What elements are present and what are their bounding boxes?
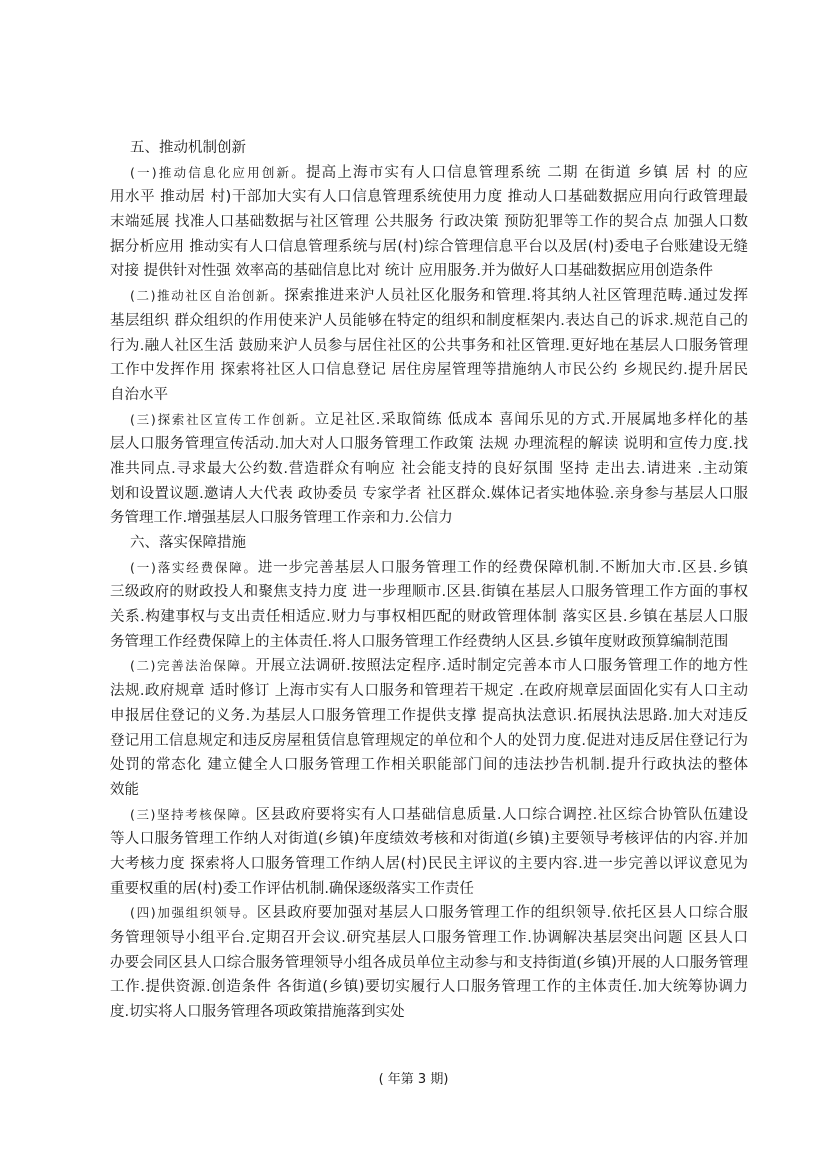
paragraph-lead: (三)探索社区宣传工作创新。	[130, 411, 315, 427]
paragraph-line	[110, 926, 748, 951]
paragraph-line	[110, 827, 748, 852]
paragraph-line	[110, 630, 748, 655]
line-text: 工作中发挥作用 探索将社区人口信息登记 居住房屋管理等措施纳人市民公约 乡规民约.提升居民	[110, 362, 748, 379]
paragraph-lead: (四)加强组织领导。	[130, 905, 257, 921]
paragraph	[110, 284, 748, 407]
section-heading: 六、落实保障措施	[130, 535, 246, 551]
line-text: 重要权重的居(村)委工作评估机制.确保逐级落实工作责任	[110, 880, 474, 897]
paragraph	[110, 654, 748, 802]
paragraph-line	[110, 161, 748, 186]
line-text: 务管理工作.增强基层人口服务管理工作亲和力.公信力	[110, 510, 453, 527]
paragraph-line	[110, 334, 748, 359]
line-text: 据分析应用 推动实有人口信息管理系统与居(村)综合管理信息平台以及居(村)委电子台账建设无缝	[110, 238, 748, 255]
line-text: 立足社区.采取简练 低成本 喜闻乐见的方式.开展属地多样化的基	[314, 411, 748, 428]
paragraph-lead: (三)坚持考核保障。	[130, 806, 256, 822]
line-text: 对接 提供针对性强 效率高的基础信息比对 统计 应用服务.并为做好人口基础数据应用创造条件	[110, 263, 714, 280]
paragraph	[110, 901, 748, 1024]
paragraph-line	[110, 432, 748, 457]
paragraph-line	[110, 778, 748, 803]
paragraph-line	[110, 877, 748, 902]
paragraph-line	[110, 704, 748, 729]
paragraph-line	[110, 803, 748, 828]
line-text: 探索推进来沪人员社区化服务和管理.将其纳人社区管理范畴.通过发挥	[284, 288, 748, 305]
paragraph-line	[110, 729, 748, 754]
line-text: 办要会同区县人口综合服务管理领导小组各成员单位主动参与和支持街道(乡镇)开展的人口服务管理	[110, 954, 748, 971]
line-text: 登记用工信息规定和违反房屋租赁信息管理规定的单位和个人的处罚力度.促进对违反居住登记行为	[110, 732, 748, 749]
paragraph-line	[110, 235, 748, 260]
line-text: 区县政府要将实有人口基础信息质量.人口综合调控.社区综合协管队伍建设	[255, 806, 748, 823]
paragraph-lead: (一)落实经费保障。	[130, 559, 258, 575]
line-text: 度.切实将人口服务管理各项政策措施落到实处	[110, 1004, 405, 1021]
line-text: 效能	[110, 781, 139, 798]
line-text: 关系.构建事权与支出责任相适应.财力与事权相匹配的财政管理体制 落实区县.乡镇在基层人口服	[110, 609, 748, 626]
section	[110, 136, 748, 531]
line-text: 务管理领导小组平台.定期召开会议.研究基层人口服务管理工作.协调解决基层突出问题 区县人口	[110, 930, 748, 946]
section	[110, 531, 748, 1025]
paragraph-line	[110, 210, 748, 235]
paragraph-line	[110, 654, 748, 679]
paragraph-line	[110, 457, 748, 482]
paragraph-line	[110, 284, 748, 309]
line-text: 开展立法调研.按照法定程序.适时制定完善本市人口服务管理工作的地方性	[255, 658, 748, 675]
line-text: 工作.提供资源.创造条件 各街道(乡镇)要切实履行人口服务管理工作的主体责任.加大统筹协调力	[110, 979, 748, 996]
paragraph-line	[110, 383, 748, 408]
line-text: 准共同点.寻求最大公约数.营造群众有响应 社会能支持的良好氛围 坚持 走出去.请进来 .主动策	[110, 460, 748, 477]
paragraph-line	[110, 259, 748, 284]
line-text: 处罚的常态化 建立健全人口服务管理工作相关职能部门间的违法抄告机制.提升行政执法的整体	[110, 757, 748, 774]
line-text: 行为.融人社区生活 鼓励来沪人员参与居住社区的公共事务和社区管理.更好地在基层人口服务管理	[110, 337, 748, 354]
line-text: 三级政府的财政投人和聚焦支持力度 进一步理顺市.区县.街镇在基层人口服务管理工作方面的事权	[110, 584, 748, 601]
line-text: 进一步完善基层人口服务管理工作的经费保障机制.不断加大市.区县.乡镇	[257, 559, 748, 576]
paragraph-lead: (一)推动信息化应用创新。	[130, 164, 306, 180]
line-text: 自治水平	[110, 386, 168, 403]
line-text: 区县政府要加强对基层人口服务管理工作的组织领导.依托区县人口综合服	[256, 905, 748, 922]
line-text: 提高上海市实有人口信息管理系统 二期 在街道 乡镇 居 村 的应	[305, 164, 748, 181]
line-text: 划和设置议题.邀请人大代表 政协委员 专家学者 社区群众.媒体记者实地体验.亲身参与基层人口服	[110, 485, 748, 502]
document-body	[110, 136, 748, 1025]
paragraph-lead: (二)推动社区自治创新。	[130, 288, 285, 304]
paragraph	[110, 803, 748, 902]
page-footer-issue: ( 年第 3 期)	[378, 1072, 449, 1087]
paragraph-line	[110, 556, 748, 581]
paragraph-line	[110, 580, 748, 605]
section-heading: 五、推动机制创新	[130, 140, 246, 156]
paragraph-line	[110, 408, 748, 433]
paragraph	[110, 161, 748, 284]
paragraph-line	[110, 975, 748, 1000]
paragraph	[110, 556, 748, 655]
line-text: 等人口服务管理工作纳人对街道(乡镇)年度绩效考核和对街道(乡镇)主要领导考核评估的内容.并加	[110, 831, 748, 848]
line-text: 法规.政府规章 适时修订 上海市实有人口服务和管理若干规定 .在政府规章层面固化实有人口主动	[110, 683, 748, 700]
paragraph-line	[110, 901, 748, 926]
line-text: 层人口服务管理宣传活动.加大对人口服务管理工作政策 法规 办理流程的解读 说明和宣传力度.找	[110, 436, 748, 453]
line-text: 基层组织 群众组织的作用使来沪人员能够在特定的组织和制度框架内.表达自己的诉求.规范自己的	[110, 312, 748, 329]
paragraph-line	[110, 753, 748, 778]
paragraph-line	[110, 482, 748, 507]
paragraph-line	[110, 506, 748, 531]
line-text: 务管理工作经费保障上的主体责任.将人口服务管理工作经费纳人区县.乡镇年度财政预算编制范围	[110, 633, 729, 650]
line-text: 末端延展 找准人口基础数据与社区管理 公共服务 行政决策 预防犯罪等工作的契合点 加强人口数	[110, 214, 748, 231]
paragraph-lead: (二)完善法治保障。	[130, 658, 256, 674]
paragraph-line	[110, 605, 748, 630]
paragraph	[110, 408, 748, 531]
paragraph-line	[110, 358, 748, 383]
paragraph-line	[110, 852, 748, 877]
paragraph-line	[110, 309, 748, 334]
paragraph-line	[110, 1000, 748, 1025]
line-text: 大考核力度 探索将人口服务管理工作纳人居(村)民民主评议的主要内容.进一步完善以评议意见为	[110, 855, 748, 872]
line-text: 申报居住登记的义务.为基层人口服务管理工作提供支撑 提高执法意识.拓展执法思路.加大对违反	[110, 707, 748, 724]
paragraph-line	[110, 951, 748, 976]
paragraph-line	[110, 679, 748, 704]
line-text: 用水平 推动居 村)干部加大实有人口信息管理系统使用力度 推动人口基础数据应用向行政管理最	[110, 189, 748, 206]
paragraph-line	[110, 185, 748, 210]
